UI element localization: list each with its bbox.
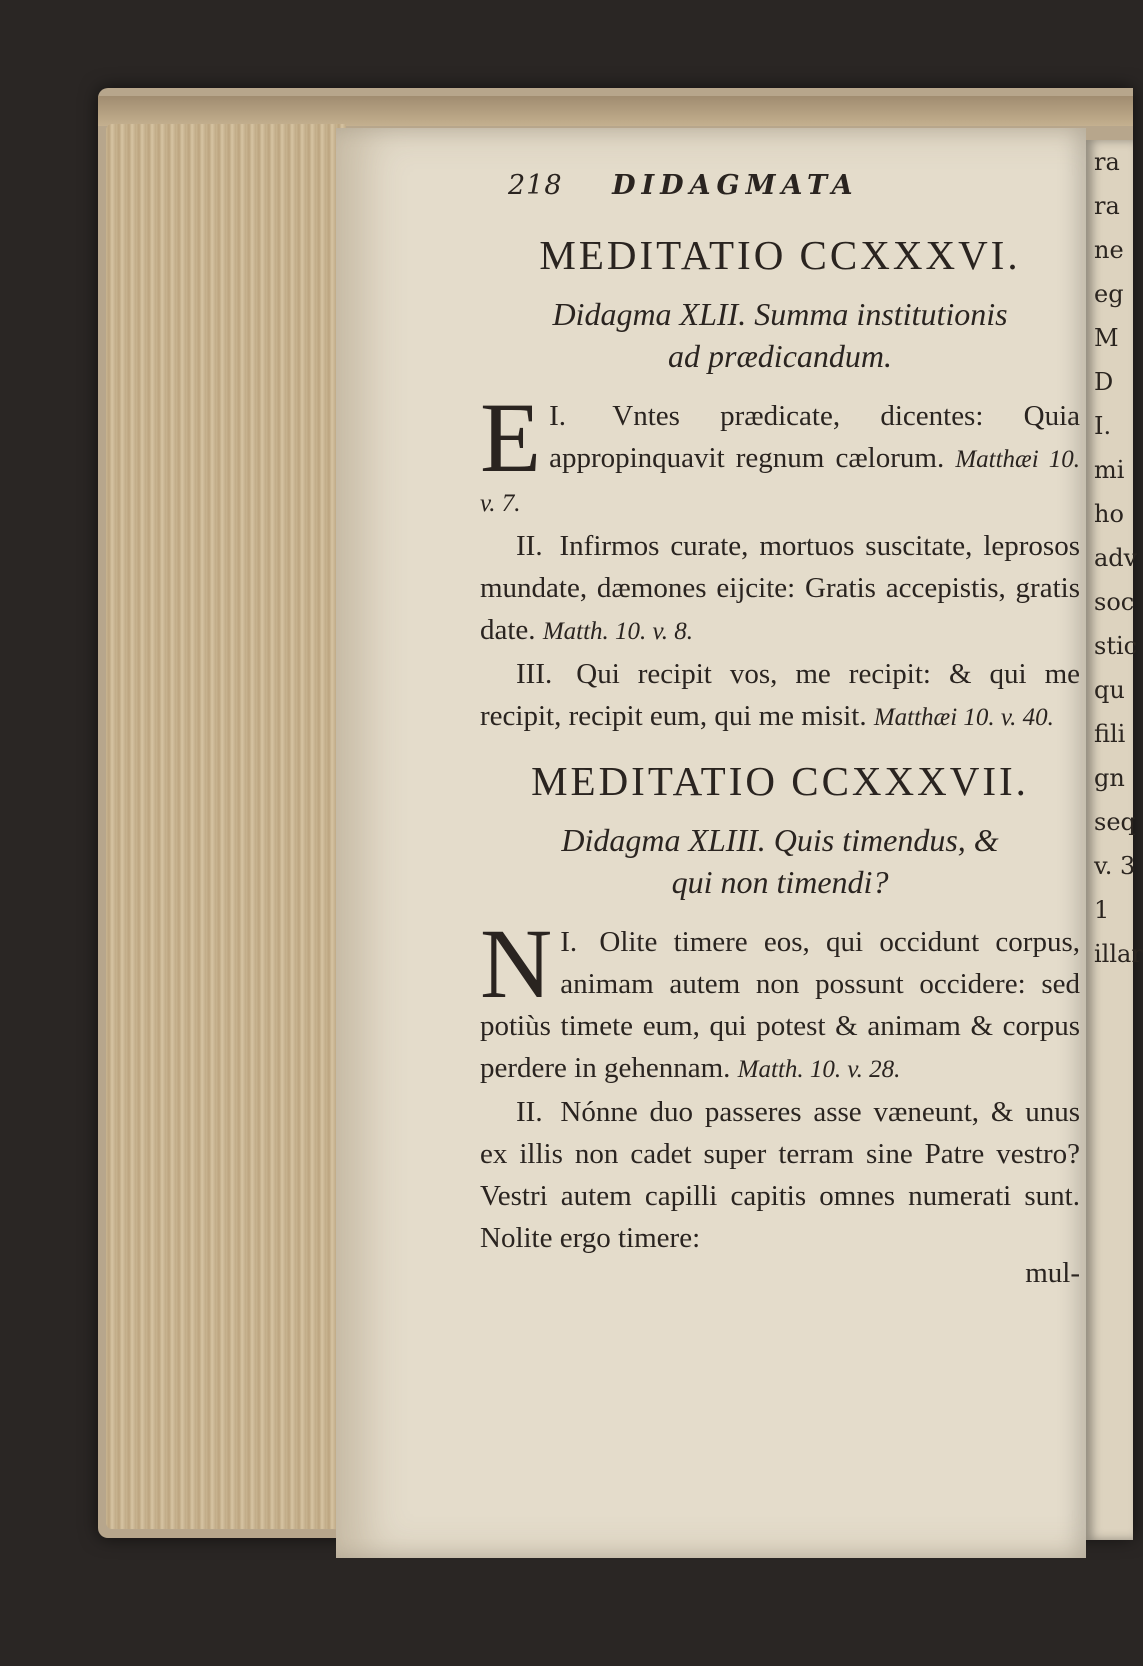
didagma-line: Didagma XLII. Summa institutionis — [552, 296, 1008, 332]
facing-page-fragment: ho — [1094, 500, 1124, 528]
didagma-heading — [480, 293, 1080, 377]
facing-page-fragment: gn — [1094, 764, 1125, 792]
didagma-heading — [480, 819, 1080, 903]
verse-number: II. — [516, 530, 543, 562]
verse-text: Olite timere eos, qui occidunt corpus, animam autem non possunt occidere: sed potiùs timete eum, qui potest & animam & corpus perdere in gehennam. — [480, 926, 1080, 1084]
facing-page-fragment: eg — [1094, 280, 1124, 308]
scripture-reference: Matth. 10. v. 28. — [737, 1056, 901, 1083]
facing-page-fragment: illar — [1094, 940, 1143, 968]
book-top-edge — [98, 96, 1133, 126]
didagma-line: ad prædicandum. — [668, 338, 892, 374]
running-head — [508, 170, 1080, 201]
facing-page-fragment: M — [1094, 324, 1119, 352]
facing-page-fragment: D — [1094, 368, 1114, 396]
didagma-line: qui non timendi? — [671, 864, 889, 900]
page-text — [480, 170, 1080, 1290]
facing-page-fragment: ne — [1094, 236, 1124, 264]
verse-text: Qui recipit vos, me recipit: & qui me recipit, recipit eum, qui me misit. — [480, 658, 1080, 732]
drop-capital: E — [480, 382, 542, 493]
facing-page-fragment: seq — [1094, 808, 1136, 836]
didagma-line: Didagma XLIII. Quis timendus, & — [561, 822, 999, 858]
facing-page-fragment: mi — [1094, 456, 1125, 484]
verse-text: Infirmos curate, mortuos suscitate, leprosos mundate, dæmones eijcite: Gratis accepistis, gratis date. — [480, 530, 1081, 646]
verse-text: Vntes prædicate, dicentes: Quia appropinquavit regnum cælorum. — [549, 400, 1080, 474]
verse-number: III. — [516, 658, 553, 690]
facing-page-fragment: ra — [1094, 148, 1120, 176]
facing-page-fragment: 1 — [1094, 896, 1110, 924]
scripture-reference: Matth. 10. v. 8. — [542, 618, 694, 645]
facing-page-fragment: stic — [1094, 632, 1138, 660]
verse-text: Nónne duo passeres asse væneunt, & unus ex illis non cadet super terram sine Patre vestro? Vestri autem capilli capitis omnes numerati sunt. Nolite ergo timere: — [480, 1096, 1080, 1254]
verse-paragraph — [480, 1091, 1080, 1259]
verse-number: II. — [516, 1096, 543, 1128]
verse-paragraph — [480, 382, 1081, 525]
scripture-reference: Matthæi 10. v. 7. — [480, 446, 1081, 517]
facing-page — [1086, 140, 1143, 1540]
facing-page-fragment: ra — [1094, 192, 1120, 220]
verse-number: I. — [549, 400, 567, 432]
verse-paragraph — [480, 908, 1080, 1091]
scripture-reference: Matthæi 10. v. 40. — [873, 704, 1054, 731]
facing-page-fragment: soc — [1094, 588, 1135, 616]
page-number: 218 — [508, 170, 563, 201]
facing-page-fragment: I. — [1094, 412, 1112, 440]
meditatio-heading: MEDITATIO CCXXXVI. — [539, 232, 1021, 278]
facing-page-fragment: v. 3 — [1094, 852, 1136, 880]
facing-page-fragment: fili — [1094, 720, 1126, 748]
catchword: mul- — [1025, 1257, 1080, 1289]
drop-capital: N — [480, 908, 553, 1019]
verse-paragraph — [480, 653, 1080, 739]
page-edges — [106, 124, 346, 1529]
meditatio-heading: MEDITATIO CCXXXVII. — [531, 758, 1029, 804]
facing-page-fragment: adv — [1094, 544, 1138, 572]
running-title: DIDAGMATA — [612, 170, 859, 201]
facing-page-fragment: qu — [1094, 676, 1125, 704]
verse-paragraph — [480, 525, 1080, 653]
verse-number: I. — [560, 926, 578, 958]
